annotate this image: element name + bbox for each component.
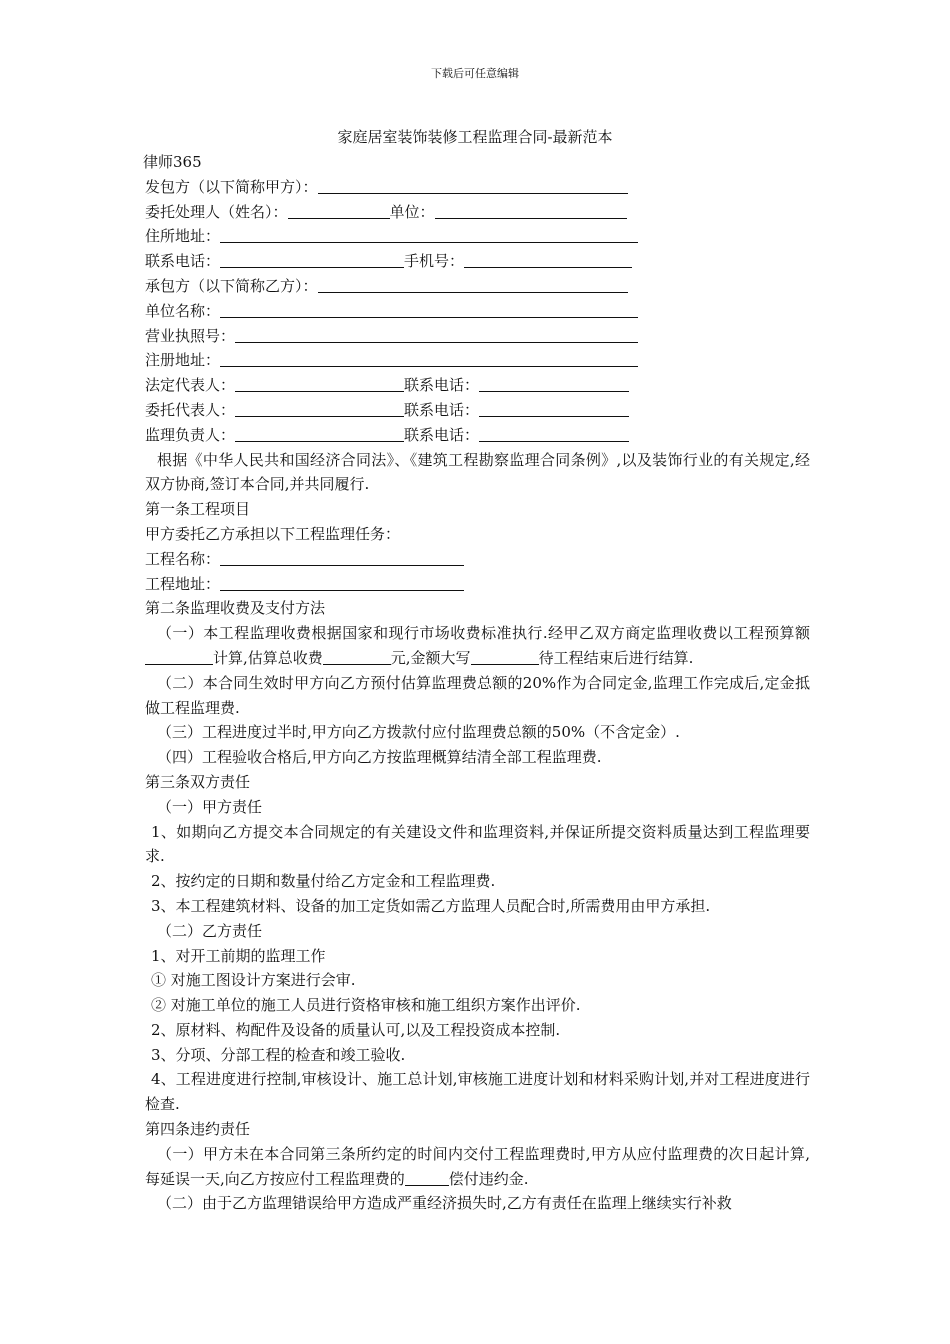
legal-rep-line <box>145 373 810 398</box>
license-label: 营业执照号： <box>145 326 236 345</box>
entrusted-rep-label: 委托代表人： <box>145 400 236 419</box>
license-line <box>145 324 810 349</box>
article4-p1-b: 偿付违约金. <box>448 1169 529 1188</box>
entrusted-rep-line <box>145 398 810 423</box>
supervisor-line <box>145 423 810 448</box>
entrusted-rep-phone-label: 联系电话： <box>404 400 480 419</box>
article3-a1: 1、如期向乙方提交本合同规定的有关建设文件和监理资料,并保证所提交资料质量达到工程监理要求. <box>145 822 810 866</box>
entrusted-rep-blank <box>235 400 404 417</box>
amount-words-blank <box>471 648 539 665</box>
project-name-line <box>145 547 810 572</box>
entrusted-person-line <box>145 200 810 225</box>
budget-blank <box>145 648 213 665</box>
article3-b4: 4、工程进度进行控制,审核设计、施工总计划,审核施工进度计划和材料采购计划,并对工程进度进行检查. <box>145 1070 810 1114</box>
article2-p4: （四）工程验收合格后,甲方向乙方按监理概算结清全部工程监理费. <box>157 748 602 767</box>
supervisor-blank <box>235 425 404 442</box>
legal-rep-phone-label: 联系电话： <box>404 376 480 395</box>
article1-title: 第一条工程项目 <box>145 500 251 519</box>
document-title: 家庭居室装饰装修工程监理合同-最新范本 <box>337 128 613 146</box>
article2-p1-a: （一）本工程监理收费根据国家和现行市场收费标准执行.经甲乙双方商定监理收费以工程预算额 <box>157 624 810 643</box>
project-name-blank <box>220 549 464 566</box>
legal-rep-phone-blank <box>479 375 629 392</box>
phone-line <box>145 249 810 274</box>
intro-paragraph: 根据《中华人民共和国经济合同法》、《建筑工程勘察监理合同条例》,以及装饰行业的有关规定,经双方协商,签订本合同,并共同履行. <box>145 450 810 494</box>
article3-b1-1: ① 对施工图设计方案进行会审. <box>151 971 356 990</box>
unit-name-blank <box>220 301 638 318</box>
penalty-blank <box>405 1169 449 1186</box>
article2-p2: （二）本合同生效时甲方向乙方预付估算监理费总额的20%作为合同定金,监理工作完成后,定金抵做工程监理费. <box>145 673 810 717</box>
party-b-blank <box>318 276 628 293</box>
mobile-label: 手机号： <box>404 252 465 271</box>
project-address-line <box>145 572 810 597</box>
article3-a2: 2、按约定的日期和数量付给乙方定金和工程监理费. <box>151 872 496 891</box>
reg-address-line <box>145 348 810 373</box>
address-line <box>145 224 810 249</box>
article3-title: 第三条双方责任 <box>145 772 251 791</box>
article3-b1-2: ② 对施工单位的施工人员进行资格审核和施工组织方案作出评价. <box>151 996 581 1015</box>
license-blank <box>235 326 638 343</box>
article2-p1 <box>145 621 810 671</box>
project-address-label: 工程地址： <box>145 574 221 593</box>
article3-b1: 1、对开工前期的监理工作 <box>151 946 326 965</box>
unit-name-label: 单位名称： <box>145 301 221 320</box>
unit-blank <box>435 202 627 219</box>
article2-p3: （三）工程进度过半时,甲方向乙方拨款付应付监理费总额的50%（不含定金）. <box>157 723 680 742</box>
article4-p1 <box>145 1142 810 1192</box>
entrusted-person-blank <box>288 202 390 219</box>
document-body <box>145 150 810 1216</box>
article2-p1-d: 待工程结束后进行结算. <box>538 648 694 667</box>
unit-name-line <box>145 299 810 324</box>
project-address-blank <box>220 574 464 591</box>
party-a-blank <box>318 177 628 194</box>
article4-p1-a: （一）甲方未在本合同第三条所约定的时间内交付工程监理费时,甲方从应付监理费的次日起计算,每延误一天,向乙方按应付工程监理费的 <box>145 1144 810 1188</box>
header-note: 下载后可任意编辑 <box>431 67 519 80</box>
reg-address-blank <box>220 350 638 367</box>
article3-b3: 3、分项、分部工程的检查和竣工验收. <box>151 1045 406 1064</box>
address-blank <box>220 226 638 243</box>
article2-p1-c: 元,金额大写 <box>390 648 471 667</box>
article2-p1-b: 计算,估算总收费 <box>213 648 323 667</box>
entrusted-person-label: 委托处理人（姓名）： <box>145 202 288 221</box>
article3-a3: 3、本工程建筑材料、设备的加工定货如需乙方监理人员配合时,所需费用由甲方承担. <box>151 896 711 915</box>
address-label: 住所地址： <box>145 227 221 246</box>
legal-rep-blank <box>235 375 404 392</box>
project-name-label: 工程名称： <box>145 549 221 568</box>
article4-title: 第四条违约责任 <box>145 1120 251 1139</box>
estimate-blank <box>323 648 391 665</box>
article4-p2: （二）由于乙方监理错误给甲方造成严重经济损失时,乙方有责任在监理上继续实行补救 <box>157 1194 732 1213</box>
article1-text: 甲方委托乙方承担以下工程监理任务： <box>145 524 401 543</box>
reg-address-label: 注册地址： <box>145 351 221 370</box>
party-b-line <box>145 274 810 299</box>
article3-b-title: （二）乙方责任 <box>157 921 263 940</box>
party-a-line <box>145 175 810 200</box>
legal-rep-label: 法定代表人： <box>145 376 236 395</box>
party-a-label: 发包方（以下简称甲方）： <box>145 177 318 196</box>
article3-a-title: （一）甲方责任 <box>157 797 263 816</box>
supervisor-label: 监理负责人： <box>145 425 236 444</box>
mobile-blank <box>464 251 632 268</box>
phone-blank <box>220 251 404 268</box>
author-line: 律师365 <box>143 153 202 171</box>
supervisor-phone-blank <box>479 425 629 442</box>
article3-b2: 2、原材料、构配件及设备的质量认可,以及工程投资成本控制. <box>151 1020 561 1039</box>
unit-label: 单位： <box>389 202 435 221</box>
supervisor-phone-label: 联系电话： <box>404 425 480 444</box>
party-b-label: 承包方（以下简称乙方）： <box>145 276 318 295</box>
entrusted-rep-phone-blank <box>479 400 629 417</box>
article2-title: 第二条监理收费及支付方法 <box>145 599 326 618</box>
phone-label: 联系电话： <box>145 252 221 271</box>
